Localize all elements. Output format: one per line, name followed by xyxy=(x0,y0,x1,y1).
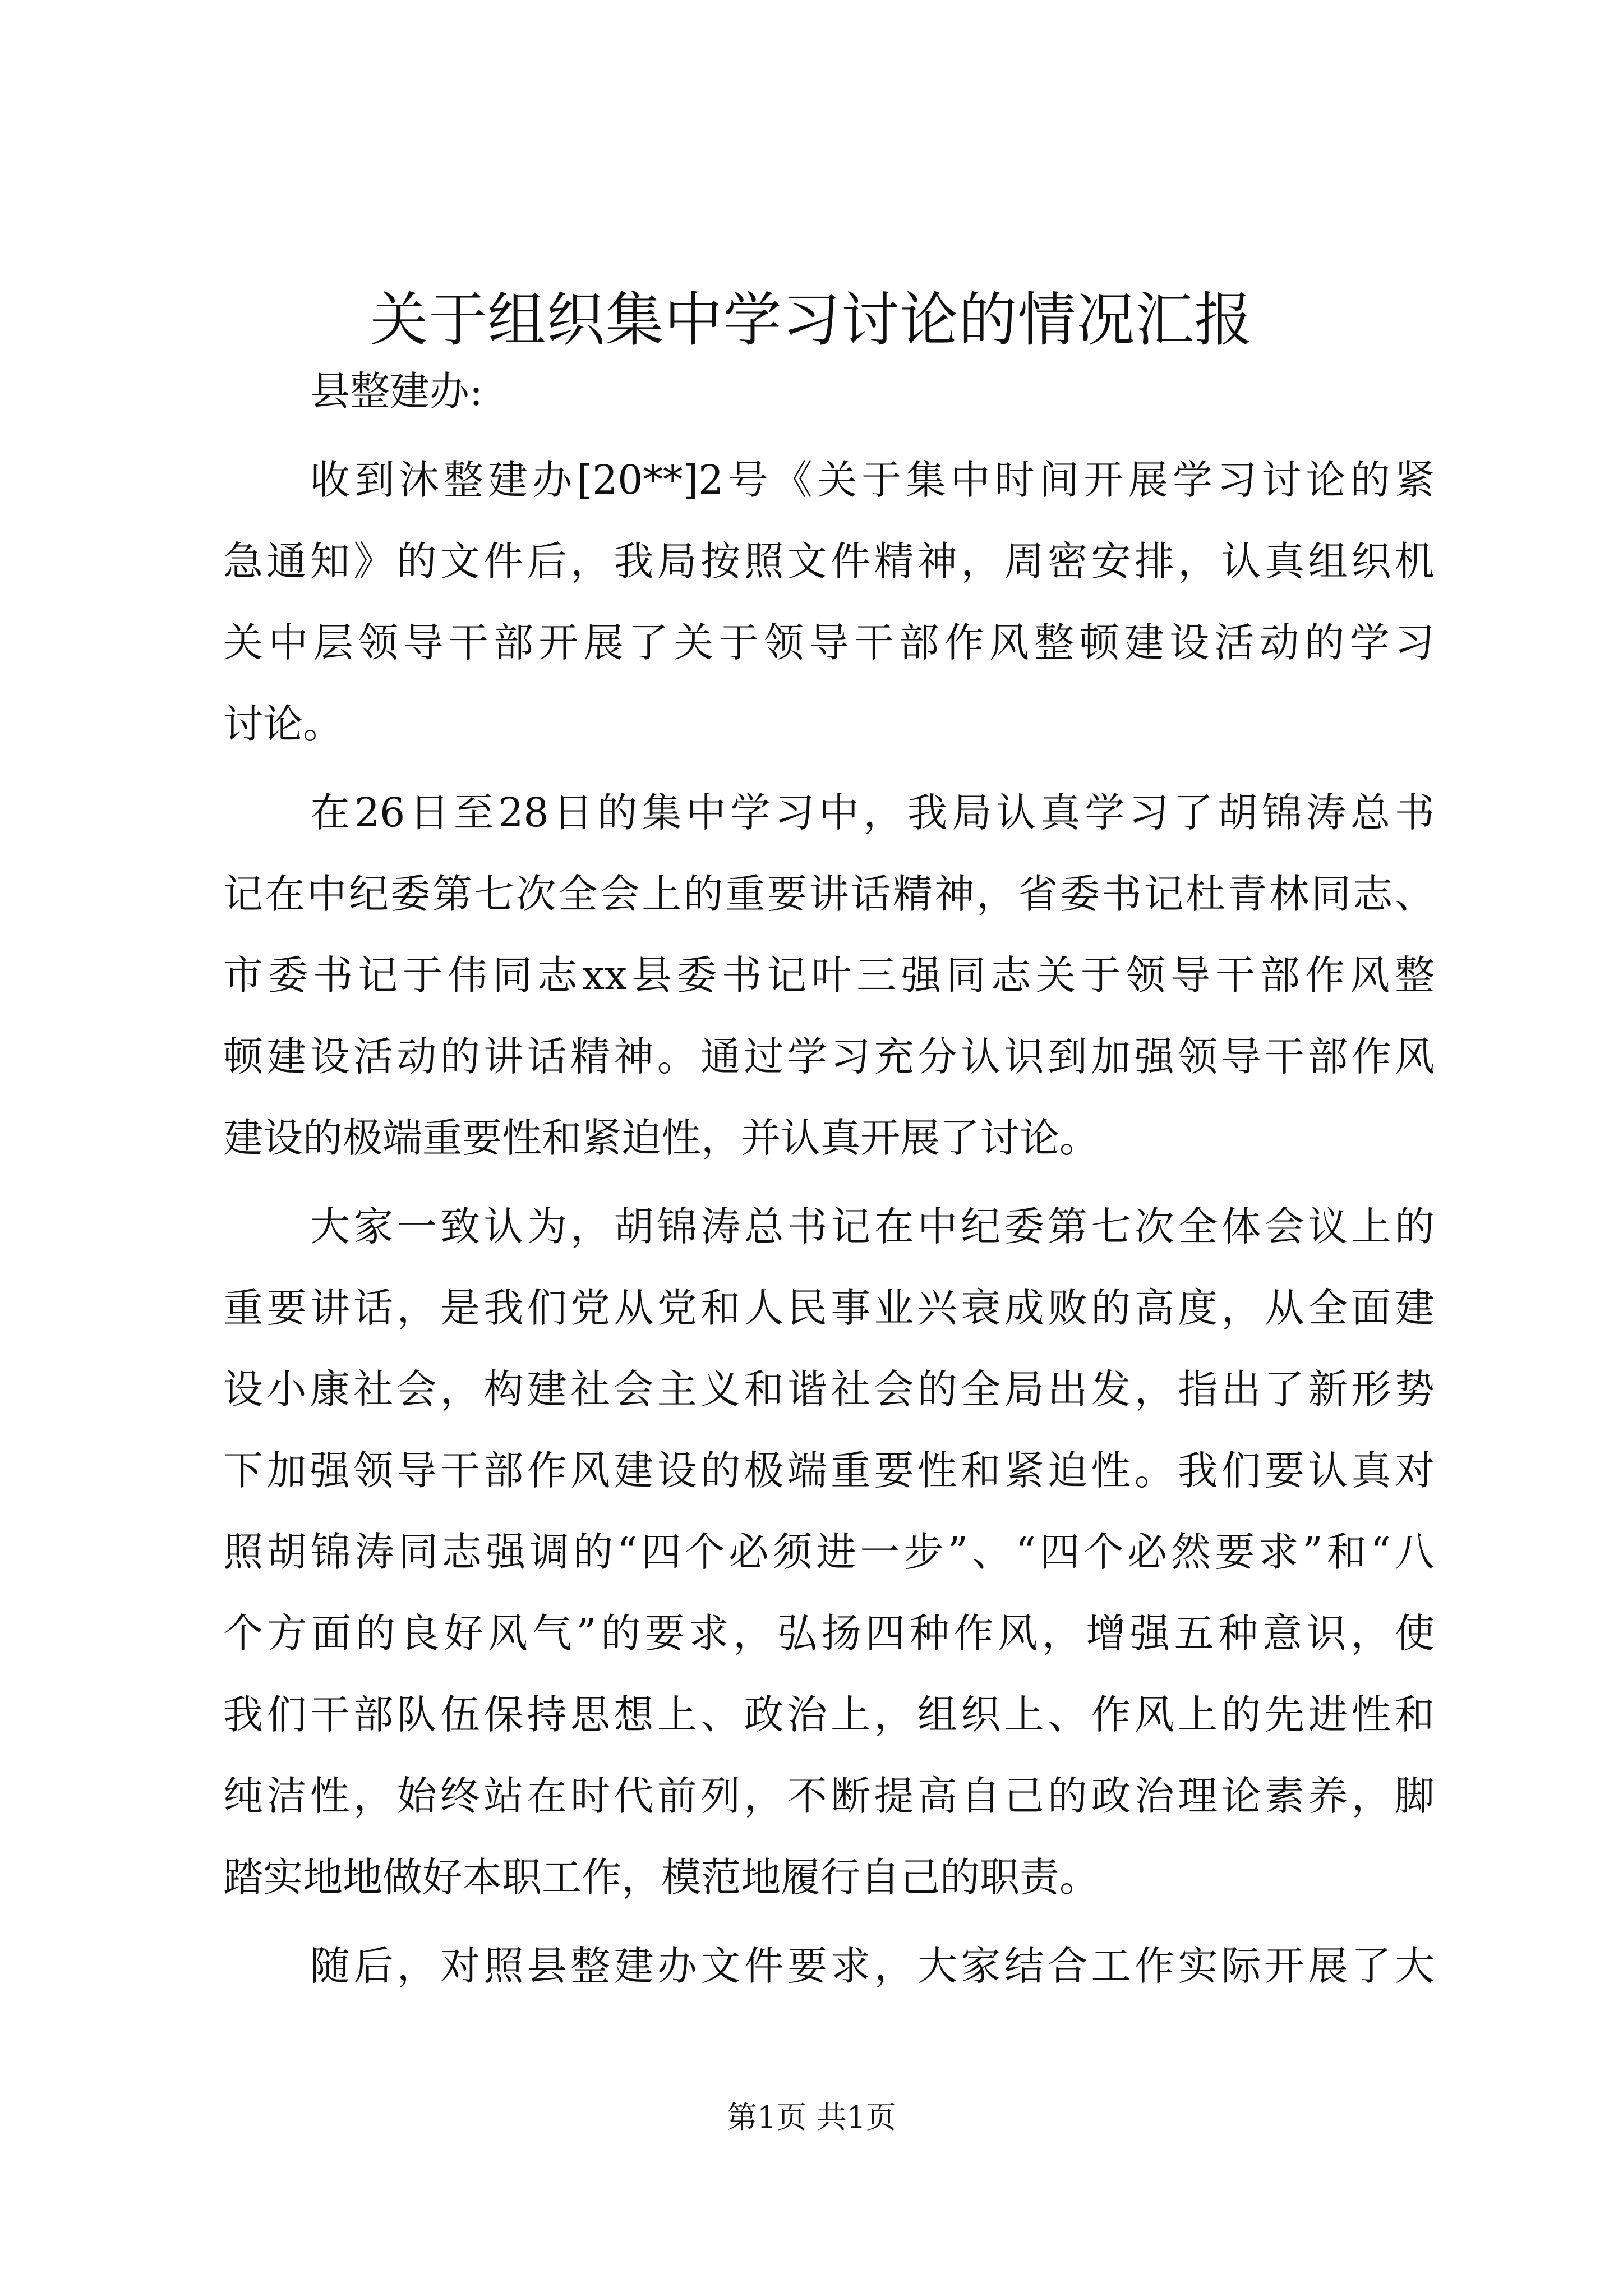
paragraph-line: 在26日至28日的集中学习中，我局认真学习了胡锦涛总书 xyxy=(310,789,1435,836)
paragraph-line: 我们干部队伍保持思想上、政治上，组织上、作风上的先进性和 xyxy=(223,1691,1435,1738)
paragraph-3 xyxy=(223,1186,1435,1918)
paragraph-line: 记在中纪委第七次全会上的重要讲话精神，省委书记杜青林同志、 xyxy=(223,871,1435,917)
paragraph-line: 个方面的良好风气”的要求，弘扬四种作风，增强五种意识，使 xyxy=(223,1610,1435,1657)
paragraph-line: 踏实地地做好本职工作，模范地履行自己的职责。 xyxy=(223,1854,1100,1901)
paragraph-line: 纯洁性，始终站在时代前列，不断提高自己的政治理论素养，脚 xyxy=(223,1773,1435,1819)
paragraph-line: 关中层领导干部开展了关于领导干部作风整顿建设活动的学习 xyxy=(223,619,1435,666)
paragraph-2 xyxy=(223,772,1435,1179)
paragraph-line: 讨论。 xyxy=(223,701,343,747)
page-footer: 第1页 共1页 xyxy=(727,2100,896,2135)
salutation: 县整建办: xyxy=(310,368,483,415)
paragraph-line: 急通知》的文件后，我局按照文件精神，周密安排，认真组织机 xyxy=(223,538,1435,585)
paragraph-line: 随后，对照县整建办文件要求，大家结合工作实际开展了大 xyxy=(310,1943,1435,1989)
paragraph-line: 照胡锦涛同志强调的“四个必须进一步”、“四个必然要求”和“八 xyxy=(223,1529,1435,1575)
paragraph-line: 大家一致认为，胡锦涛总书记在中纪委第七次全体会议上的 xyxy=(310,1203,1435,1250)
document-body xyxy=(223,351,1435,2007)
paragraph-line: 收到沐整建办[20**]2号《关于集中时间开展学习讨论的紧 xyxy=(310,457,1435,503)
paragraph-line: 下加强领导干部作风建设的极端重要性和紧迫性。我们要认真对 xyxy=(223,1447,1435,1494)
paragraph-line: 建设的极端重要性和紧迫性，并认真开展了讨论。 xyxy=(223,1115,1100,1161)
paragraph-1 xyxy=(223,439,1435,765)
paragraph-line: 顿建设活动的讲话精神。通过学习充分认识到加强领导干部作风 xyxy=(223,1033,1435,1080)
paragraph-line: 市委书记于伟同志xx县委书记叶三强同志关于领导干部作风整 xyxy=(223,952,1435,999)
paragraph-line: 重要讲话，是我们党从党和人民事业兴衰成败的高度，从全面建 xyxy=(223,1285,1435,1331)
document-title: 关于组织集中学习讨论的情况汇报 xyxy=(370,286,1253,354)
paragraph-line: 设小康社会，构建社会主义和谐社会的全局出发，指出了新形势 xyxy=(223,1366,1435,1412)
paragraph-4 xyxy=(223,1925,1435,2007)
